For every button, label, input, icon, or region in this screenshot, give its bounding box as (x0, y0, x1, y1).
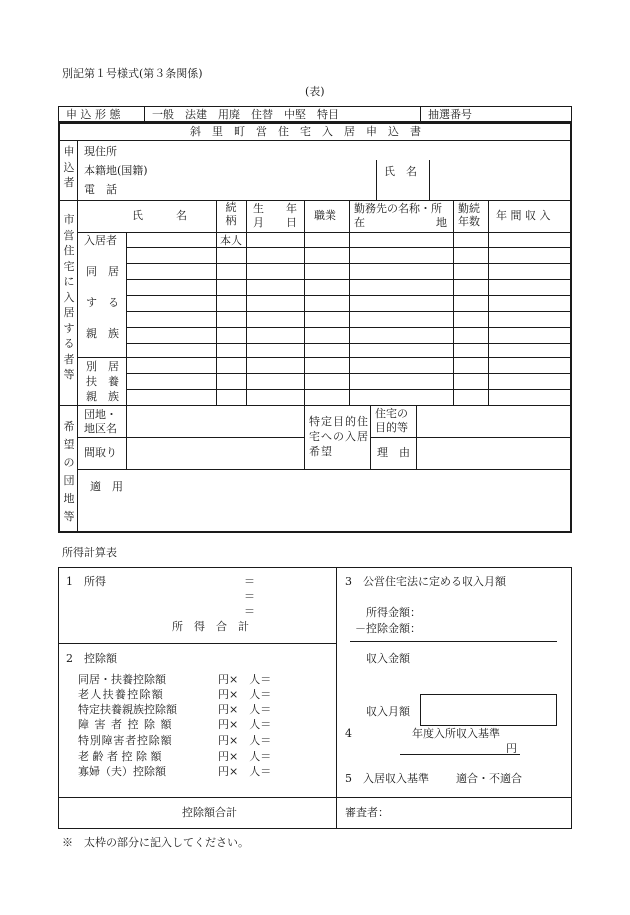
header-years: 勤続年数 (458, 202, 480, 228)
row-label-cohabit-2: す る (86, 296, 119, 309)
phone-label: 電 話 (84, 183, 117, 196)
income-equals-3: ＝ (244, 605, 255, 618)
revenue-amount-label: 収入金額 (366, 652, 410, 665)
header-job: 職業 (314, 209, 336, 222)
deduction-4: 障害者控除額 (78, 718, 177, 731)
section5-result: 適合・不適合 (456, 772, 522, 785)
deduction-6: 老齢者控除額 (78, 750, 165, 763)
complex-name-label: 団地・地区名 (84, 408, 117, 435)
footnote: ※ 太枠の部分に記入してください。 (62, 836, 249, 849)
layout-label: 間取り (84, 446, 117, 459)
deduction-2: 老人扶養控除額 (78, 688, 165, 701)
lottery-number-label: 抽選番号 (428, 108, 472, 121)
applicant-name-label: 氏 名 (384, 165, 417, 178)
deduction-unit-4: 円× 人＝ (218, 718, 272, 731)
applicant-side-label: 申込者 (63, 145, 75, 189)
income-equals-1: ＝ (244, 575, 255, 588)
deduction-unit-1: 円× 人＝ (218, 673, 272, 686)
deduction-7: 寡婦（夫）控除額 (78, 765, 166, 778)
income-amount-label: 所得金額： (366, 606, 421, 619)
domicile-label: 本籍地(国籍) (84, 164, 148, 177)
special-purpose-label: 特定目的住宅への入居希望 (309, 415, 369, 458)
deduction-unit-7: 円× 人＝ (218, 765, 272, 778)
section-monthly-income-label: 3 公営住宅法に定める収入月額 (345, 575, 506, 588)
header-workplace-bottom-left: 在 (354, 216, 365, 229)
income-calc-title: 所得計算表 (62, 546, 117, 559)
row-label-separate-2: 扶 養 (86, 375, 119, 388)
deduction-3: 特定扶養親族控除額 (78, 703, 177, 716)
form-number: 別記第１号様式(第３条関係) (62, 67, 203, 80)
form-main-title: 斜 里 町 営 住 宅 入 居 申 込 書 (190, 125, 421, 138)
monthly-income-field[interactable] (420, 694, 557, 726)
row-label-resident: 入居者 (84, 234, 117, 247)
housing-purpose-label: 住宅の目的等 (375, 407, 408, 434)
desired-side-label: 希望の団地等 (63, 420, 75, 523)
header-relation: 続柄 (225, 201, 237, 227)
income-total-label: 所 得 合 計 (172, 620, 249, 633)
header-income: 年 間 収 入 (496, 209, 551, 222)
deduction-unit-3: 円× 人＝ (218, 703, 272, 716)
reason-label: 理 由 (377, 446, 410, 459)
side-indicator: (表) (305, 85, 325, 98)
deduction-unit-5: 円× 人＝ (218, 734, 272, 747)
yen-unit: 円 (506, 742, 517, 755)
header-birth-bottom: 月 日 (253, 216, 297, 229)
section4-label: 年度入所収入基準 (412, 727, 500, 740)
relation-self: 本人 (220, 234, 242, 247)
minus-deduction-label: －控除金額： (355, 622, 421, 635)
header-birth-top: 生 年 (253, 202, 297, 215)
header-name: 氏 名 (132, 209, 187, 222)
examiner-label: 審査者： (345, 806, 389, 819)
deduction-total-label: 控除額合計 (182, 806, 237, 819)
deduction-1: 同居・扶養控除額 (78, 673, 166, 686)
monthly-income-label: 収入月額 (366, 705, 410, 718)
income-equals-2: ＝ (244, 590, 255, 603)
deduction-unit-2: 円× 人＝ (218, 688, 272, 701)
current-address-label: 現住所 (84, 145, 117, 158)
row-label-separate-3: 親 族 (86, 390, 119, 403)
row-label-separate-1: 別 居 (86, 360, 119, 373)
section5-label: 5 入居収入基準 (345, 772, 429, 785)
section4-number: 4 (345, 727, 352, 740)
deduction-5: 特別障害者控除額 (78, 734, 173, 747)
remarks-label: 適 用 (90, 480, 123, 493)
header-workplace-top: 勤務先の名称・所 (354, 202, 442, 215)
deduction-unit-6: 円× 人＝ (218, 750, 272, 763)
row-label-cohabit-3: 親 族 (86, 327, 119, 340)
applicant-name-field[interactable] (430, 160, 570, 200)
residents-side-label: 市営住宅に入居する者等 (63, 213, 75, 381)
row-label-cohabit-1: 同 居 (86, 265, 119, 278)
application-type-label: 申 込 形 態 (66, 108, 121, 121)
header-workplace-bottom-right: 地 (436, 216, 447, 229)
section-income-label: 1 所得 (66, 575, 106, 588)
application-type-options[interactable]: 一般 法建 用廃 住替 中堅 特目 (152, 108, 339, 121)
section-deduction-label: 2 控除額 (66, 652, 117, 665)
